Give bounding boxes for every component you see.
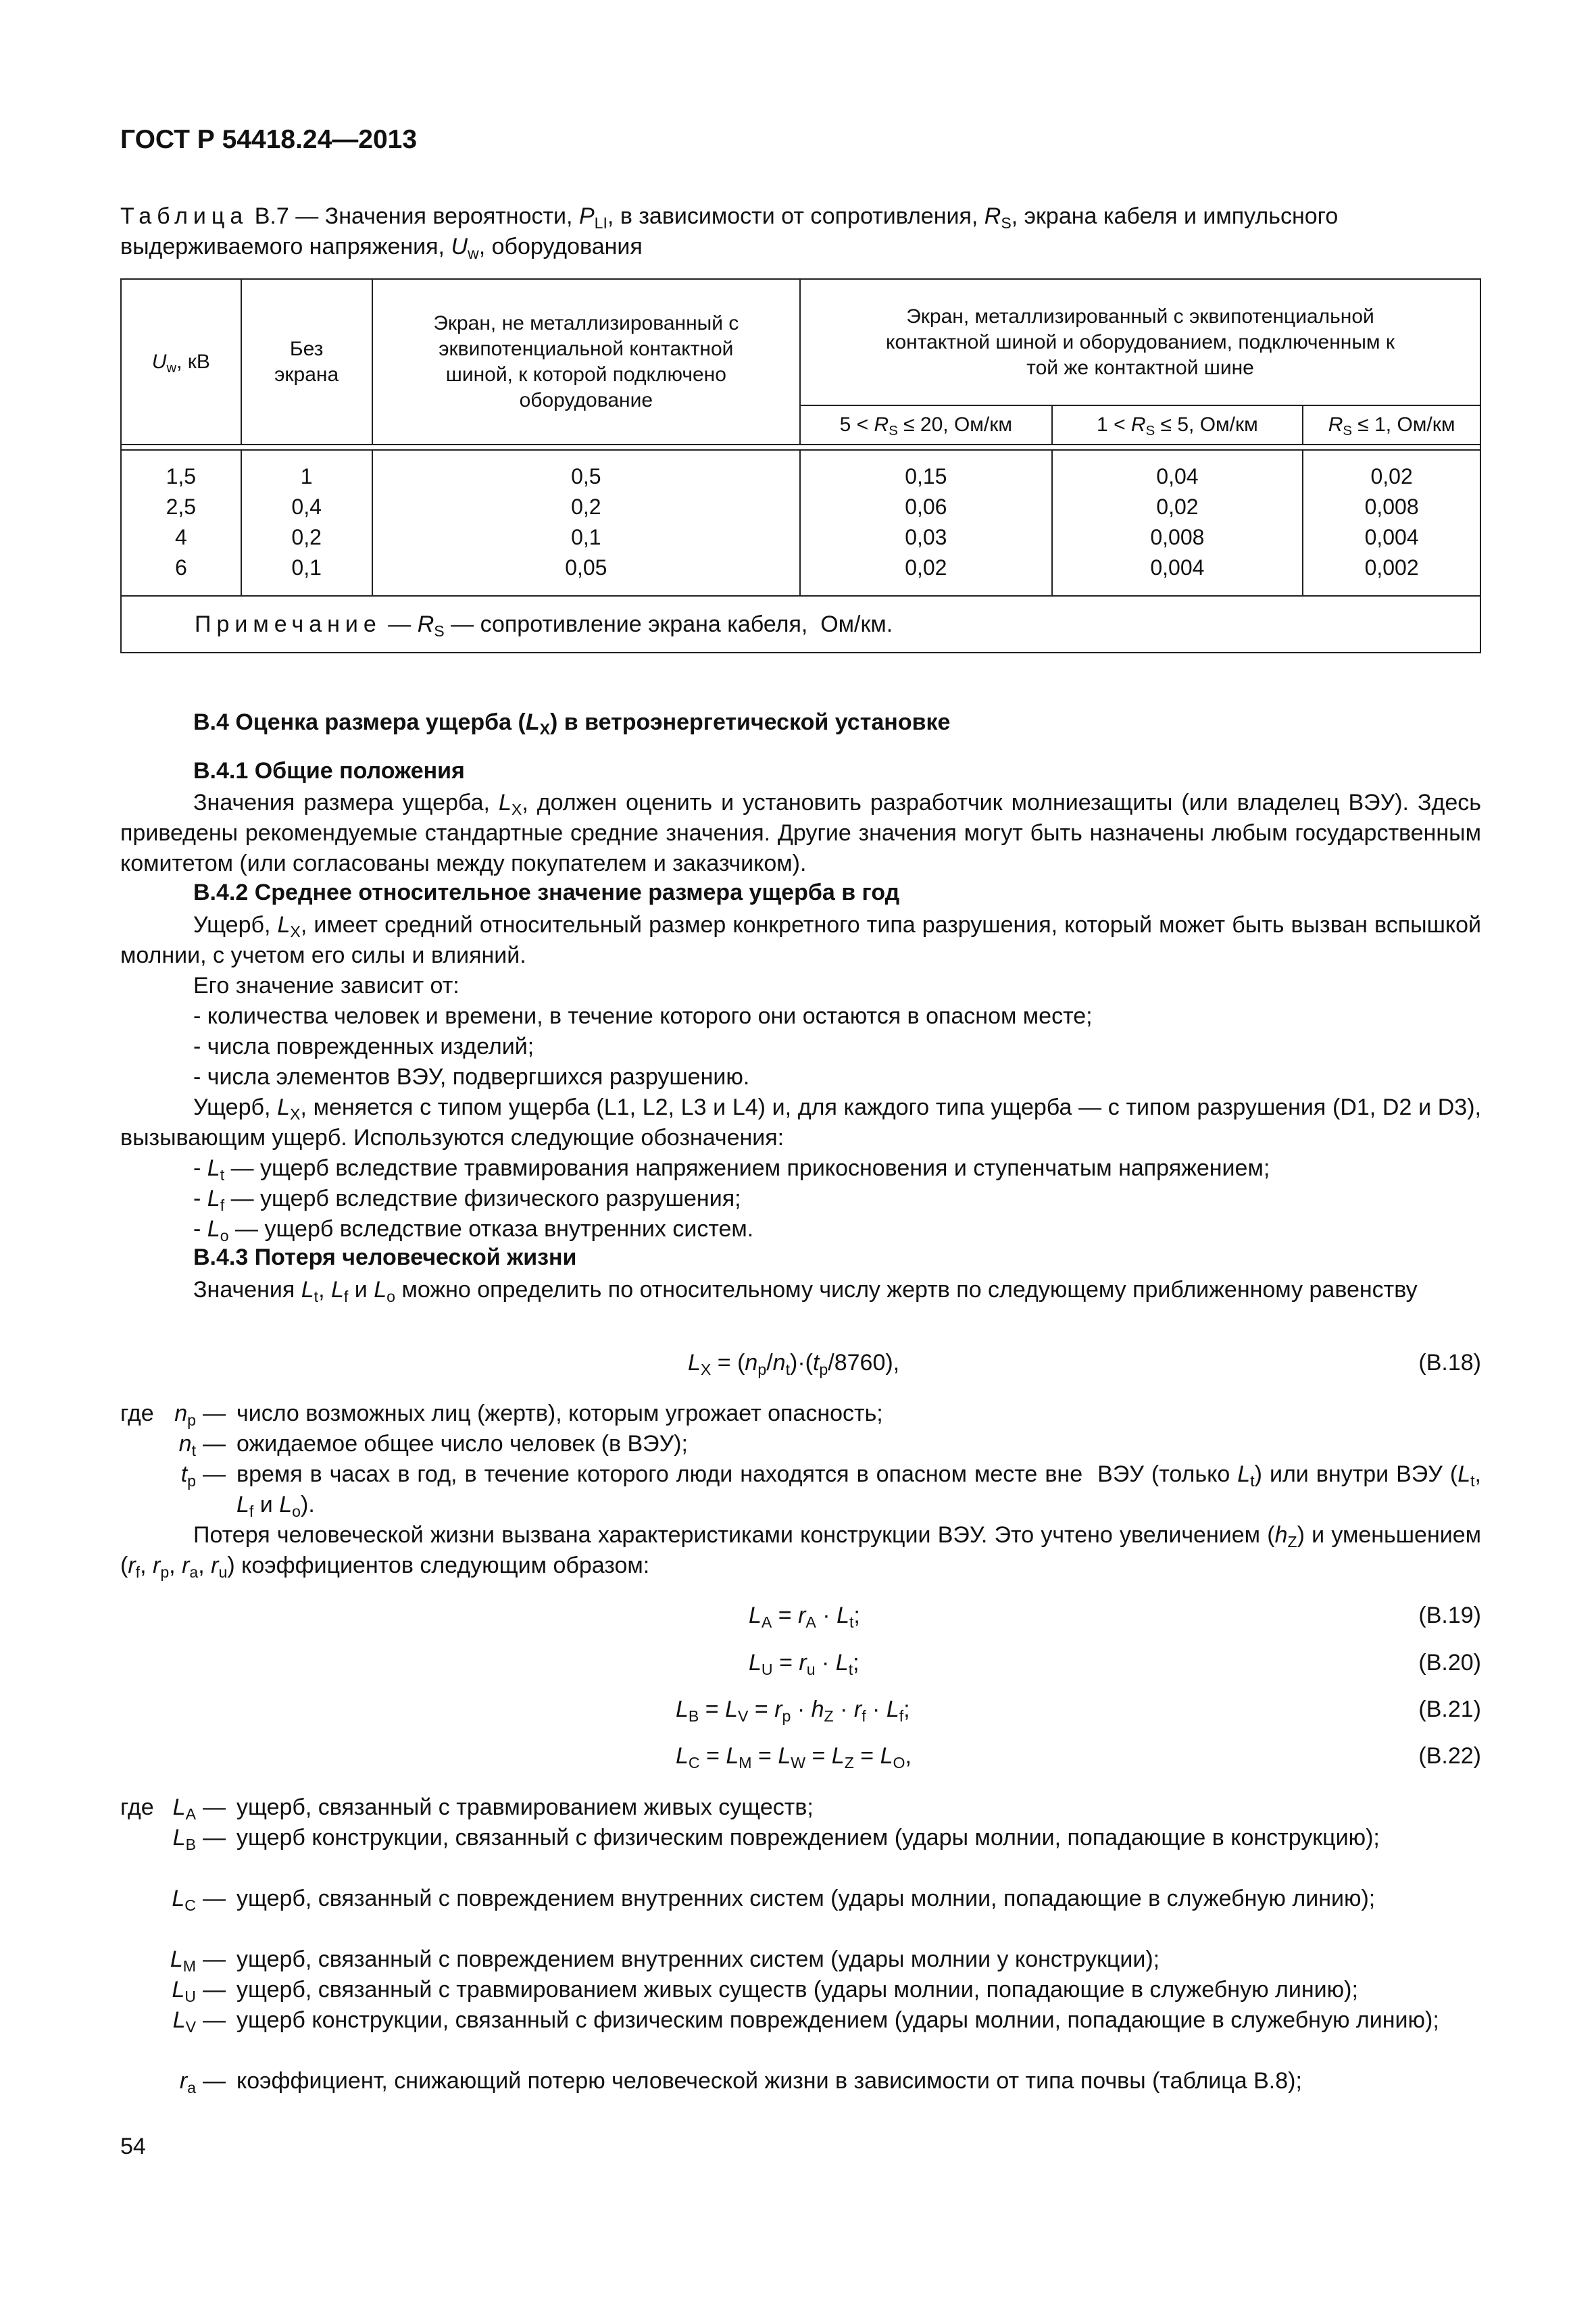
table-cell-uw — [121, 450, 241, 596]
equation-number: (В.19) — [1418, 1603, 1481, 1628]
table-value: 0,002 — [1364, 555, 1419, 580]
paragraph-depends: Его значение зависит от: — [193, 973, 459, 999]
paragraph-general: Значения размера ущерба, $L_X$, должен оценить и установить разработчик молниезащиты (или владелец ВЭУ). Здесь приведены рекомендуемые стандартные средние значения. Другие значения могут быть назначены любым государственным комитетом (или согласованы между покупателем и заказчиком). — [120, 790, 1482, 876]
list-item: - $L_f$ — ущерб вследствие физического разрушения; — [193, 1186, 741, 1214]
equation-number: (В.20) — [1418, 1650, 1481, 1676]
table-value: 0,05 — [565, 555, 607, 580]
table-value: 0,1 — [571, 525, 601, 549]
table-value: 0,1 — [291, 555, 322, 580]
table-cell-rs-1 — [1303, 450, 1480, 596]
table-cell-rs-1-5 — [1052, 450, 1303, 596]
paragraph-construction: Потеря человеческой жизни вызвана характеристиками конструкции ВЭУ. Это учтено увеличением $(h_Z)$ и уменьшением ($r_f$, $r_p$, $r_a$, $r_u$) коэффициентов следующим образом: — [120, 1522, 1481, 1581]
document-header: ГОСТ Р 54418.24—2013 — [120, 125, 418, 154]
table-value: 0,008 — [1364, 495, 1419, 519]
equation-number: (В.22) — [1418, 1743, 1481, 1769]
section-heading-b4: В.4 Оценка размера ущерба $(L_X)$ в ветроэнергетической установке — [193, 709, 951, 738]
list-item: - числа элементов ВЭУ, подвергшихся разрушению. — [193, 1064, 750, 1090]
table-cell-rs-5-20 — [800, 450, 1052, 596]
col-header-uw: $U_w$, кВ — [121, 279, 241, 445]
list-item: - количества человек и времени, в течение которого они остаются в опасном месте; — [193, 1003, 1093, 1029]
equation-b20: $L_U = r_u \cdot L_t$; — [749, 1650, 859, 1678]
table-value: 0,5 — [571, 464, 601, 488]
col-header-nonmetal: Экран, не металлизированный с эквипотенциальной контактной шиной, к которой подключено оборудование — [372, 279, 800, 445]
table-value: 6 — [174, 555, 187, 580]
table-value: 0,06 — [905, 495, 947, 519]
table-value: 0,15 — [905, 464, 947, 488]
sub-header-1: $5 < R_S \le 20$, Ом/км — [800, 405, 1052, 445]
table-value: 0,02 — [1370, 464, 1413, 488]
document-page: ГОСТ Р 54418.24—2013 Таблица В.7 — Значения вероятности, $P_{LI}$, в зависимости от сопротивления, $R_S$, экрана кабеля и импульсного выдерживаемого напряжения, $U_w$, оборудования $U_w$, кВ Без экрана Экран, не металлизированный с эквипотенциальной контактной шиной, к которой подключено оборудование Экран, металлизированный с эквипотенциальной контактной шиной и оборудованием, подключенным к той же контактной шине $5 < R_S \le 20$, Ом/км $1 < R_S \le 5$, Ом/км $R_S \le 1$, Ом/км 1,5 2,5 4 6 1 0,4 0,2 0,1 0,5 0,2 0,1 0,05 0,15 0,06 0,03 0,02 0,04 0,02 0,008 0,004 0,02 0,008 0,004 0,002 Примечание — $R_S$ — сопротивление экрана кабеля, Ом/км. В.4 Оценка размера ущерба $(L_X)$ в ветроэнергетической установке В.4.1 Общие положения Значения размера ущерба, $L_X$, должен оценить и установить разработчик молниезащиты (или владелец ВЭУ). Здесь приведены рекомендуемые стандартные средние значения. Другие значения могут быть назначены любым государственным комитетом (или согласованы между покупателем и заказчиком). В.4.2 Среднее относительное значение размера ущерба в год Ущерб, $L_X$, имеет средний относительный размер конкретного типа разрушения, который может быть вызван вспышкой молнии, с учетом его силы и влияний. Его значение зависит от: - количества человек и времени, в течение которого они остаются в опасном месте; - числа поврежденных изделий; - числа элементов ВЭУ, подвергшихся разрушению. Ущерб, $L_X$, меняется с типом ущерба (L1, L2, L3 и L4) и, для каждого типа ущерба — с типом разрушения (D1, D2 и D3), вызывающим ущерб. Используются следующие обозначения: - $L_t$ — ущерб вследствие травмирования напряжением прикосновения и ступенчатым напряжением; - $L_f$ — ущерб вследствие физического разрушения; - $L_o$ — ущерб вследствие отказа внутренних систем. В.4.3 Потеря человеческой жизни Значения $L_t$, $L_f$ и $L_o$ можно определить по относительному числу жертв по следующему приближенному равенству $L_X = (n_p/n_t)\cdot(t_p/8760)$, (В.18) где $n_p$ — число возможных лиц (жертв), которым угрожает опасность; $n_t$ — ожидаемое общее число человек (в ВЭУ); $t_p$ — время в часах в год, в течение которого люди находятся в опасном месте вне ВЭУ (только $L_t$) или внутри ВЭУ ($L_t$, $L_f$ и $L_o$). Потеря человеческой жизни вызвана характеристиками конструкции ВЭУ. Это учтено увеличением $(h_Z)$ и уменьшением ($r_f$, $r_p$, $r_a$, $r_u$) коэффициентов следующим образом: $L_A = r_A \cdot L_t$; (В.19) $L_U = r_u \cdot L_t$; (В.20) $L_B = L_V = r_p \cdot h_Z \cdot r_f \cdot L_f$; (В.21) $L_C = L_M = L_W = L_Z = L_O$, (В.22) где $L_A$ — ущерб, связанный с травмированием живых существ; $L_B$ — ущерб конструкции, связанный с физическим повреждением (удары молнии, попадающие в конструкцию); $L_C$ — ущерб, связанный с повреждением внутренних систем (удары молнии, попадающие в служебную линию); $L_M$ — ущерб, связанный с повреждением внутренних систем (удары молнии у конструкции); $L_U$ — ущерб, связанный с травмированием живых существ (удары молнии, попадающие в служебную линию); $L_V$ — ущерб конструкции, связанный с физическим повреждением (удары молнии, попадающие в служебную линию); $r_a$ — коэффициент, снижающий потерю человеческой жизни в зависимости от типа почвы (таблица В.8); 54 — [120, 125, 1482, 2159]
table-caption: Таблица В.7 — Значения вероятности, $P_{LI}$, в зависимости от сопротивления, $R_S$, экрана кабеля и импульсного выдерживаемого напряжения, $U_w$, оборудования — [120, 203, 1339, 262]
table-data-row — [121, 450, 1480, 596]
col-header-no-screen: Без экрана — [241, 279, 372, 445]
paragraph-damage: Ущерб, $L_X$, имеет средний относительный размер конкретного типа разрушения, который может быть вызван вспышкой молнии, с учетом его силы и влияний. — [120, 912, 1481, 968]
probability-table — [120, 278, 1481, 653]
table-cell-no-screen — [241, 450, 372, 596]
page-number: 54 — [120, 2134, 146, 2159]
equation-b21: $L_B = L_V = r_p \cdot h_Z \cdot r_f \cdot L_f$; — [676, 1696, 910, 1725]
equation-b22: $L_C = L_M = L_W = L_Z = L_O$, — [676, 1743, 912, 1771]
table-value: 0,004 — [1150, 555, 1205, 580]
equation-number: (В.21) — [1418, 1696, 1481, 1722]
paragraph-damage-types: Ущерб, $L_X$, меняется с типом ущерба (L1, L2, L3 и L4) и, для каждого типа ущерба — с типом разрушения (D1, D2 и D3), вызывающим ущерб. Используются следующие обозначения: — [120, 1095, 1481, 1151]
sub-header-3: $R_S \le 1$, Ом/км — [1303, 405, 1480, 445]
table-value: 0,02 — [1156, 495, 1199, 519]
table-value: 0,2 — [571, 495, 601, 519]
table-note: Примечание — $R_S$ — сопротивление экрана кабеля, Ом/км. — [121, 596, 1480, 653]
table-value: 0,04 — [1156, 464, 1199, 488]
table-value: 0,2 — [291, 525, 322, 549]
table-value: 0,4 — [291, 495, 322, 519]
table-value: 0,03 — [905, 525, 947, 549]
table-value: 1,5 — [166, 464, 197, 488]
table-value: 4 — [174, 525, 187, 549]
equation-number: (В.18) — [1418, 1350, 1481, 1376]
section-heading-b41: В.4.1 Общие положения — [193, 758, 465, 784]
list-item: - числа поврежденных изделий; — [193, 1034, 534, 1059]
paragraph-life-loss: Значения $L_t$, $L_f$ и $L_o$ можно определить по относительному числу жертв по следующему приближенному равенству — [193, 1277, 1418, 1305]
table-value: 0,02 — [905, 555, 947, 580]
equation-b19: $L_A = r_A \cdot L_t$; — [749, 1603, 860, 1631]
table-value: 1 — [300, 464, 313, 488]
col-header-metal: Экран, металлизированный с эквипотенциальной контактной шиной и оборудованием, подключенным к той же контактной шине — [800, 279, 1480, 405]
section-heading-b43: В.4.3 Потеря человеческой жизни — [193, 1244, 577, 1270]
list-item: - $L_o$ — ущерб вследствие отказа внутренних систем. — [193, 1216, 754, 1244]
section-heading-b42: В.4.2 Среднее относительное значение размера ущерба в год — [193, 880, 900, 905]
equation-b18: $L_X = (n_p/n_t)\cdot(t_p/8760)$, — [688, 1350, 900, 1378]
sub-header-2: $1 < R_S \le 5$, Ом/км — [1052, 405, 1303, 445]
table-value: 0,004 — [1364, 525, 1419, 549]
table-value: 2,5 — [166, 495, 197, 519]
table-value: 0,008 — [1150, 525, 1205, 549]
list-item: - $L_t$ — ущерб вследствие травмирования напряжением прикосновения и ступенчатым напряжением; — [193, 1155, 1270, 1184]
table-cell-nonmetal — [372, 450, 800, 596]
caption-label: Таблица — [120, 203, 249, 229]
